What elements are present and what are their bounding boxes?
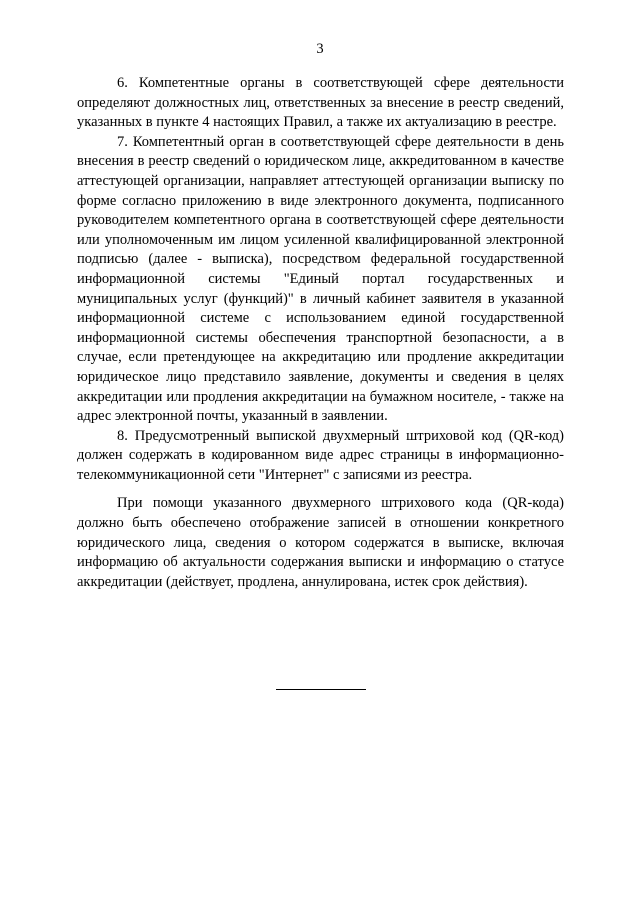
document-body [77,74,564,592]
paragraph-qr-display: При помощи указанного двухмерного штрихового кода (QR-кода) должно быть обеспечено отображение записей в отношении конкретного юридического лица, сведения о котором содержатся в выписке, включая информацию об актуальности содержания выписки и информацию о статусе аккредитации (действует, продлена, аннулирована, истек срок действия). [77,495,564,590]
closing-divider [276,689,366,690]
paragraph-8: 8. Предусмотренный выпиской двухмерный штриховой код (QR-код) должен содержать в кодированном виде адрес страницы в информационно-телекоммуникационной сети "Интернет" с записями из реестра. [77,427,564,483]
page-number: 3 [316,41,324,57]
paragraph-7: 7. Компетентный орган в соответствующей сфере деятельности в день внесения в реестр сведений о юридическом лице, аккредитованном в качестве аттестующей организации, направляет аттестующей организации выписку по форме согласно приложению в виде электронного документа, подписанного руководителем компетентного органа в соответствующей сфере деятельности или уполномоченным им лицом усиленной квалифицированной электронной подписью (далее - выписка), посредством федеральной государственной информационной системы "Единый портал государственных и муниципальных услуг (функций)" в личный кабинет заявителя в указанной информационной системе с использованием единой государственной информационной системы обеспечения транспортной безопасности, а в случае, если претендующее на аккредитацию или продление аккредитации юридическое лицо представило заявление, документы и сведения в целях аккредитации или продления аккредитации на бумажном носителе, - также на адрес электронной почты, указанный в заявлении. [77,133,564,425]
paragraph-6: 6. Компетентные органы в соответствующей сфере деятельности определяют должностных лиц, ответственных за внесение в реестр сведений, указанных в пункте 4 настоящих Правил, а также их актуализацию в реестре. [77,75,564,131]
